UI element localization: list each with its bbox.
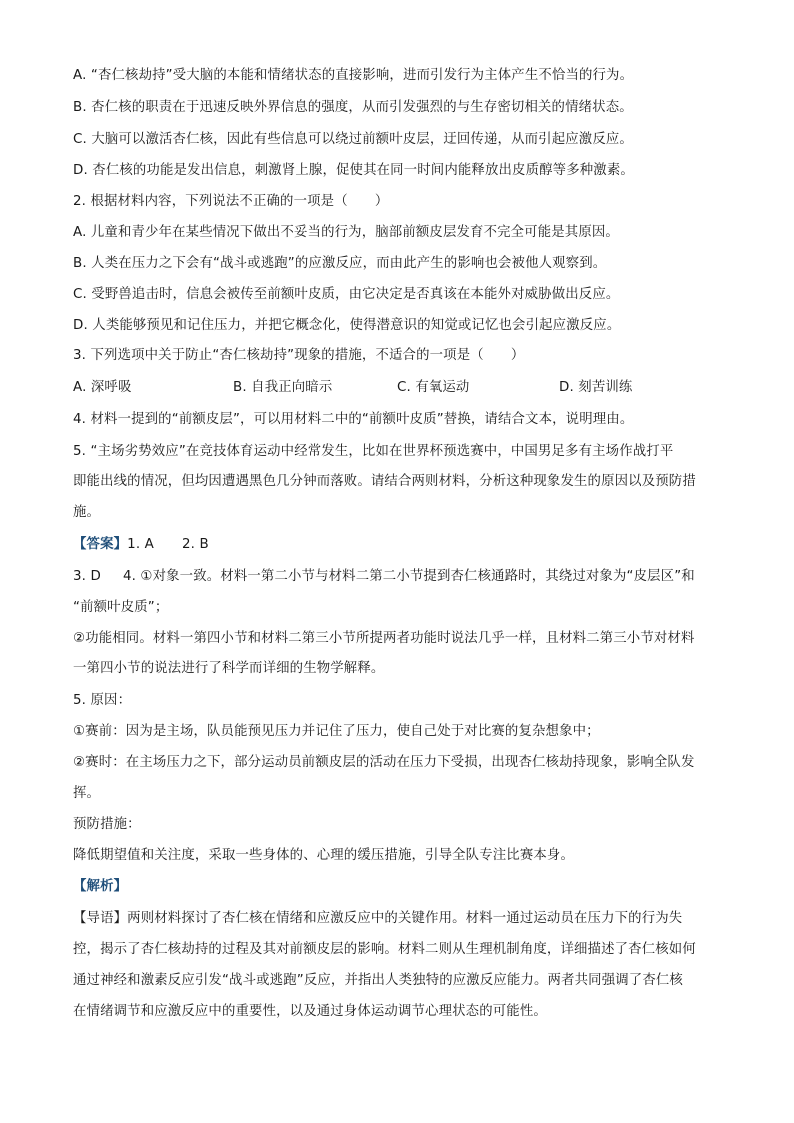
answer-4-line-4: 一第四小节的说法进行了科学而详细的生物学解释。 bbox=[73, 661, 385, 676]
q5-stem-line-1: 5. “主场劣势效应”在竞技体育运动中经常发生，比如在世界杯预选赛中，中国男足多有主场作战打平 bbox=[73, 444, 674, 459]
answer-2: 2. B bbox=[181, 537, 209, 552]
q1-option-d: D. 杏仁核的功能是发出信息，刺激肾上腺，促使其在同一时间内能释放出皮质醇等多种激素。 bbox=[73, 163, 634, 178]
q2-option-b: B. 人类在压力之下会有“战斗或逃跑”的应激反应，而由此产生的影响也会被他人观察到。 bbox=[73, 256, 607, 271]
analysis-line-1: 【导语】两则材料探讨了杏仁核在情绪和应激反应中的关键作用。材料一通过运动员在压力下的行为失 bbox=[73, 911, 683, 926]
q2-option-d: D. 人类能够预见和记住压力，并把它概念化，使得潜意识的知觉或记忆也会引起应激反应。 bbox=[73, 318, 621, 333]
q3-option-b: B. 自我正向暗示 bbox=[233, 380, 333, 395]
q2-option-c: C. 受野兽追击时，信息会被传至前额叶皮质，由它决定是否真该在本能外对威胁做出反应。 bbox=[73, 287, 620, 302]
q3-option-c: C. 有氧运动 bbox=[397, 380, 470, 395]
q3-option-d: D. 刻苦训练 bbox=[559, 380, 633, 395]
answer-5-line-3: ②赛时：在主场压力之下，部分运动员前额皮层的活动在压力下受损，出现杏仁核劫持现象，影响全队发 bbox=[73, 755, 695, 770]
answer-5-line-1: 5. 原因： bbox=[73, 693, 132, 708]
q2-stem: 2. 根据材料内容，下列说法不正确的一项是（ ） bbox=[73, 194, 389, 209]
analysis-line-4: 在情绪调节和应激反应中的重要性，以及通过身体运动调节心理状态的可能性。 bbox=[73, 1004, 547, 1019]
q2-option-a: A. 儿童和青少年在某些情况下做出不妥当的行为，脑部前额皮层发育不完全可能是其原因。 bbox=[73, 225, 619, 240]
answer-row-2 bbox=[73, 567, 695, 587]
answer-4-line-1: 4. ①对象一致。材料一第二小节与材料二第二小节提到杏仁核通路时，其绕过对象为“皮层区”和 bbox=[122, 569, 695, 584]
answer-5-line-6: 降低期望值和关注度，采取一些身体的、心理的缓压措施，引导全队专注比赛本身。 bbox=[73, 848, 575, 863]
q3-stem: 3. 下列选项中关于防止“杏仁核劫持”现象的措施，不适合的一项是（ ） bbox=[73, 348, 525, 363]
q3-options-row bbox=[73, 378, 713, 398]
q1-option-c: C. 大脑可以激活杏仁核，因此有些信息可以绕过前额叶皮层，迂回传递，从而引起应激反应。 bbox=[73, 132, 633, 147]
answer-4-line-3: ②功能相同。材料一第四小节和材料二第三小节所提两者功能时说法几乎一样，且材料二第三小节对材料 bbox=[73, 631, 695, 646]
answer-5-line-4: 挥。 bbox=[73, 786, 101, 801]
q1-option-b: B. 杏仁核的职责在于迅速反映外界信息的强度，从而引发强烈的与生存密切相关的情绪状态。 bbox=[73, 100, 633, 115]
q5-stem-line-3: 施。 bbox=[73, 505, 101, 520]
analysis-line-2: 控，揭示了杏仁核劫持的过程及其对前额皮层的影响。材料二则从生理机制角度，详细描述了杏仁核如何 bbox=[73, 942, 696, 957]
answer-5-line-5: 预防措施： bbox=[73, 817, 141, 832]
q5-stem-line-2: 即能出线的情况，但均因遭遇黑色几分钟而落败。请结合两则材料，分析这种现象发生的原因以及预防措 bbox=[73, 474, 696, 489]
q1-option-a: A. “杏仁核劫持”受大脑的本能和情绪状态的直接影响，进而引发行为主体产生不恰当的行为。 bbox=[73, 68, 634, 83]
answer-label: 【答案】 bbox=[73, 537, 128, 552]
answer-1: 1. A bbox=[127, 537, 154, 552]
answer-5-line-2: ①赛前：因为是主场，队员能预见压力并记住了压力，使自己处于对比赛的复杂想象中； bbox=[73, 724, 600, 739]
q4-stem: 4. 材料一提到的“前额皮层”，可以用材料二中的“前额叶皮质”替换，请结合文本，说明理由。 bbox=[73, 412, 634, 427]
analysis-label: 【解析】 bbox=[73, 879, 128, 894]
answer-4-line-2: “前额叶皮质”； bbox=[73, 600, 169, 615]
answer-3: 3. D bbox=[73, 569, 101, 584]
answer-row-1 bbox=[73, 535, 209, 555]
q3-option-a: A. 深呼吸 bbox=[73, 380, 132, 395]
analysis-line-3: 通过神经和激素反应引发“战斗或逃跑”反应，并指出人类独特的应激反应能力。两者共同强调了杏仁核 bbox=[73, 973, 683, 988]
